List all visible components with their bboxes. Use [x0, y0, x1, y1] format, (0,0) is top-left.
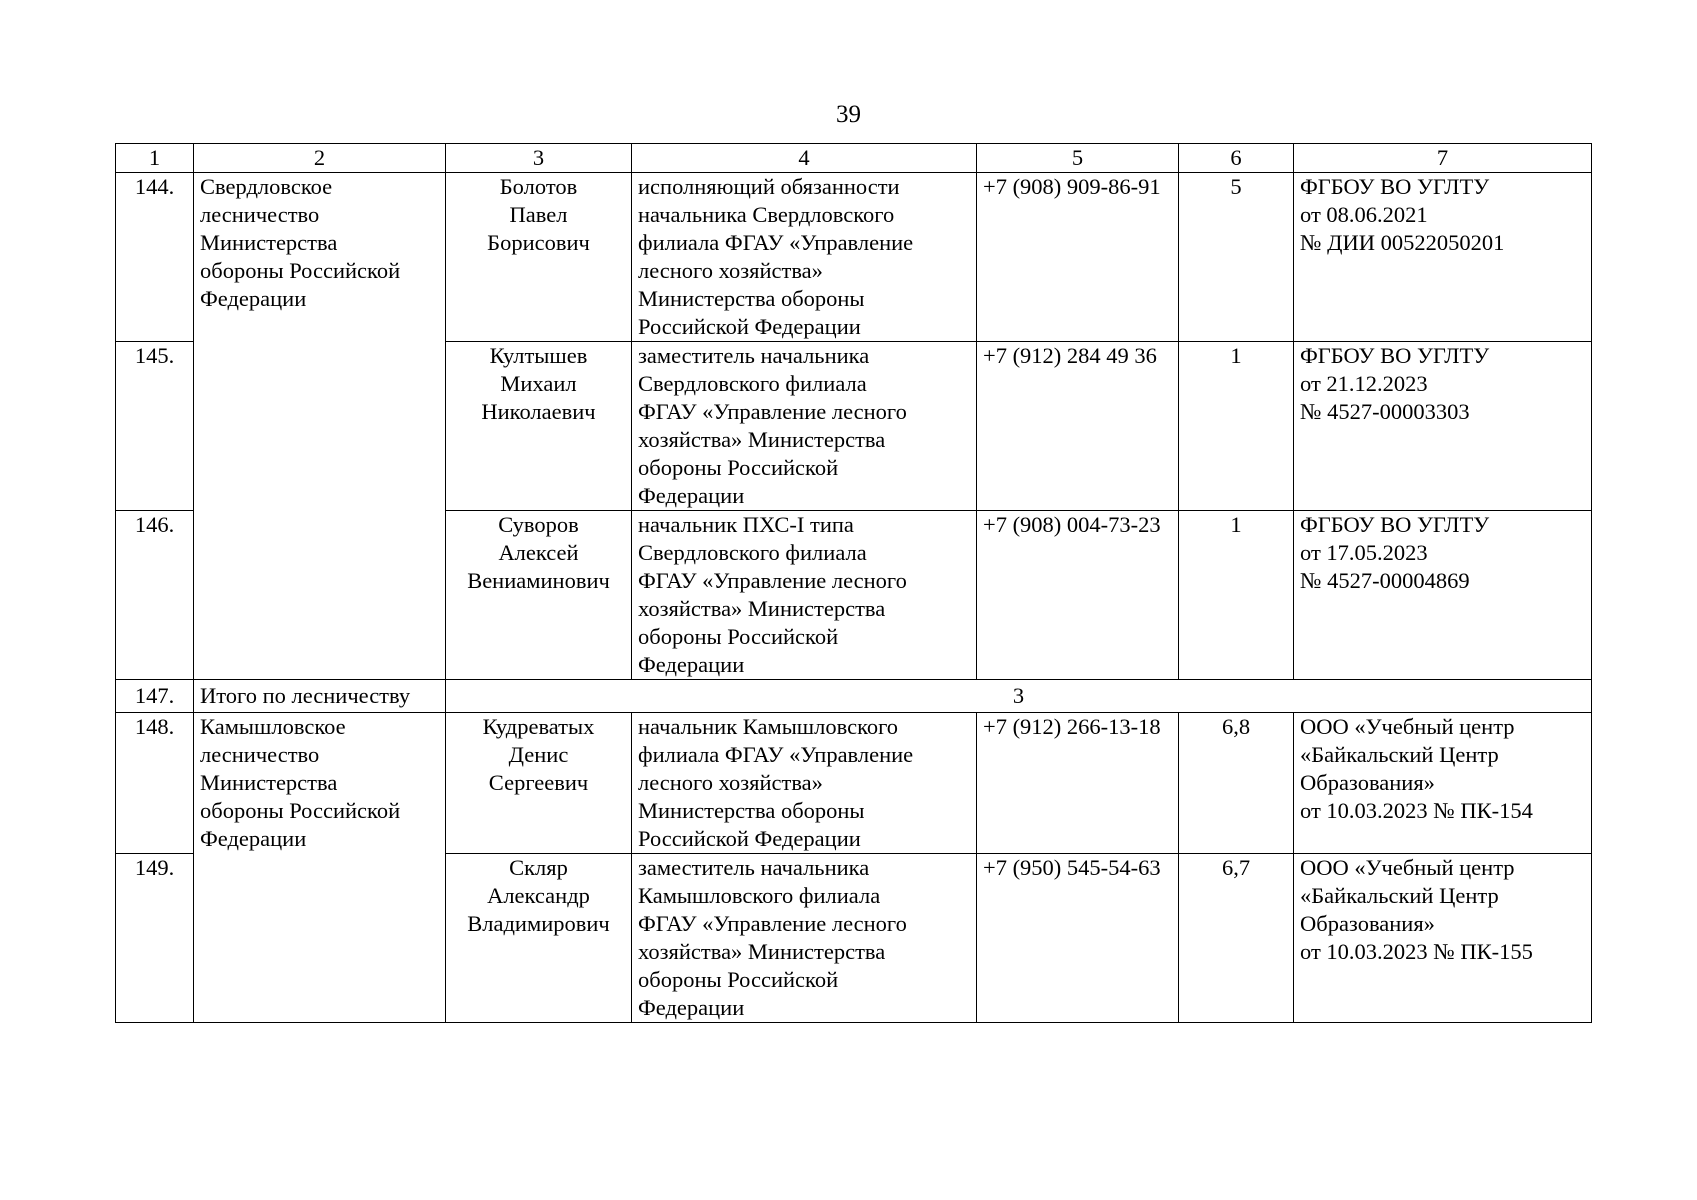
position — [632, 342, 977, 511]
column-number: 6 — [1179, 144, 1294, 173]
registry-table — [115, 143, 1592, 1023]
column-number: 5 — [977, 144, 1179, 173]
table-row — [116, 173, 1592, 342]
phone: +7 (908) 004-73-23 — [977, 511, 1179, 680]
position-text: начальник ПХС-I типа Свердловского филиала ФГАУ «Управление лесного хозяйства» Министерства обороны Российской Федерации — [638, 512, 907, 677]
column-number: 2 — [194, 144, 446, 173]
person-name-text: Скляр Александр Владимирович — [467, 855, 610, 936]
row-number: 149. — [116, 854, 194, 1023]
position — [632, 173, 977, 342]
column-number: 7 — [1294, 144, 1592, 173]
row-number: 145. — [116, 342, 194, 511]
column-number-row — [116, 144, 1592, 173]
document-text: ООО «Учебный центр «Байкальский Центр Образования» от 10.03.2023 № ПК-155 — [1300, 855, 1533, 964]
total-label: Итого по лесничеству — [194, 680, 446, 713]
position-text: начальник Камышловского филиала ФГАУ «Управление лесного хозяйства» Министерства обороны Российской Федерации — [638, 714, 914, 851]
forestry-name-text: Свердловское лесничество Министерства обороны Российской Федерации — [200, 174, 401, 311]
column-number: 3 — [446, 144, 632, 173]
person-name-text: Кудреватых Денис Сергеевич — [482, 714, 595, 795]
person-name-text: Суворов Алексей Вениаминович — [467, 512, 610, 593]
position — [632, 511, 977, 680]
total-row — [116, 680, 1592, 713]
count: 6,8 — [1179, 713, 1294, 854]
forestry-name-text: Камышловское лесничество Министерства обороны Российской Федерации — [200, 714, 401, 851]
count: 1 — [1179, 511, 1294, 680]
phone: +7 (912) 266-13-18 — [977, 713, 1179, 854]
position — [632, 713, 977, 854]
count: 6,7 — [1179, 854, 1294, 1023]
document — [1294, 342, 1592, 511]
position-text: заместитель начальника Камышловского филиала ФГАУ «Управление лесного хозяйства» Министерства обороны Российской Федерации — [638, 855, 907, 1020]
row-number: 146. — [116, 511, 194, 680]
phone: +7 (950) 545-54-63 — [977, 854, 1179, 1023]
document — [1294, 713, 1592, 854]
person-name-text: Култышев Михаил Николаевич — [481, 343, 596, 424]
person-name — [446, 854, 632, 1023]
document — [1294, 854, 1592, 1023]
column-number: 1 — [116, 144, 194, 173]
position — [632, 854, 977, 1023]
person-name — [446, 511, 632, 680]
position-text: исполняющий обязанности начальника Свердловского филиала ФГАУ «Управление лесного хозяйства» Министерства обороны Российской Федерации — [638, 174, 914, 339]
count: 5 — [1179, 173, 1294, 342]
row-number: 147. — [116, 680, 194, 713]
person-name — [446, 342, 632, 511]
phone: +7 (908) 909-86-91 — [977, 173, 1179, 342]
column-number: 4 — [632, 144, 977, 173]
document — [1294, 511, 1592, 680]
person-name — [446, 173, 632, 342]
person-name — [446, 713, 632, 854]
forestry-name — [194, 713, 446, 1023]
table-row — [116, 713, 1592, 854]
document-text: ФГБОУ ВО УГЛТУ от 21.12.2023 № 4527-00003303 — [1300, 343, 1490, 424]
position-text: заместитель начальника Свердловского филиала ФГАУ «Управление лесного хозяйства» Министерства обороны Российской Федерации — [638, 343, 907, 508]
page-number: 39 — [836, 101, 861, 128]
row-number: 148. — [116, 713, 194, 854]
count: 1 — [1179, 342, 1294, 511]
forestry-name — [194, 173, 446, 680]
document-text: ФГБОУ ВО УГЛТУ от 17.05.2023 № 4527-00004869 — [1300, 512, 1490, 593]
row-number: 144. — [116, 173, 194, 342]
document-text: ФГБОУ ВО УГЛТУ от 08.06.2021 № ДИИ 00522050201 — [1300, 174, 1505, 255]
total-value: 3 — [446, 680, 1592, 713]
phone: +7 (912) 284 49 36 — [977, 342, 1179, 511]
document — [1294, 173, 1592, 342]
person-name-text: Болотов Павел Борисович — [487, 174, 590, 255]
document-text: ООО «Учебный центр «Байкальский Центр Образования» от 10.03.2023 № ПК-154 — [1300, 714, 1533, 823]
